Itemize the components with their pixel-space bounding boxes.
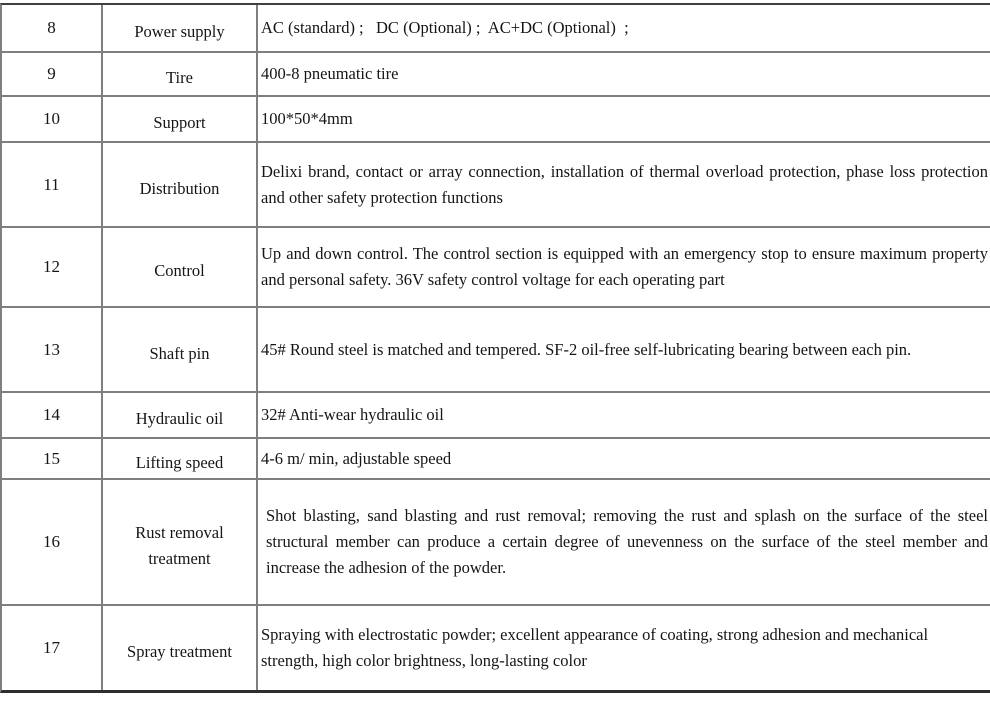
row-description bbox=[258, 97, 990, 141]
row-item-name-text: Spray treatment bbox=[127, 642, 232, 661]
row-item-name-text: Control bbox=[154, 261, 205, 280]
row-item-name-text: Support bbox=[153, 113, 206, 132]
row-item-name-text: Hydraulic oil bbox=[135, 409, 224, 428]
table-row bbox=[2, 5, 990, 51]
table-row bbox=[2, 391, 990, 437]
row-number-text: 8 bbox=[47, 18, 56, 37]
row-number-text: 15 bbox=[43, 448, 60, 468]
row-description bbox=[258, 53, 990, 95]
row-item-name-text: Shaft pin bbox=[149, 343, 210, 363]
table-row bbox=[2, 437, 990, 478]
row-item-name bbox=[103, 439, 258, 478]
row-item-name bbox=[103, 53, 258, 95]
row-number-text: 14 bbox=[43, 405, 60, 424]
table-row bbox=[2, 226, 990, 306]
row-number-text: 17 bbox=[43, 638, 60, 657]
row-description bbox=[258, 606, 990, 690]
row-number bbox=[2, 393, 103, 437]
row-item-name-text: Power supply bbox=[134, 22, 225, 41]
row-item-name-text: Rust removal treatment bbox=[135, 523, 224, 568]
row-description bbox=[258, 480, 990, 604]
row-description-text: Delixi brand, contact or array connection, installation of thermal overload protection, phase loss protection and other safety protection functions bbox=[261, 161, 988, 207]
row-item-name bbox=[103, 5, 258, 51]
row-number-text: 9 bbox=[47, 64, 56, 83]
row-description bbox=[258, 228, 990, 306]
row-description bbox=[258, 5, 990, 51]
row-description bbox=[258, 308, 990, 391]
table-row bbox=[2, 478, 990, 604]
row-description-text: Shot blasting, sand blasting and rust removal; removing the rust and splash on the surface of the steel structural member can produce a certain degree of unevenness on the surface of the steel member and increase the adhesion of the powder. bbox=[266, 506, 988, 577]
row-item-name bbox=[103, 97, 258, 141]
row-number-text: 10 bbox=[43, 109, 60, 128]
row-item-name-text: Distribution bbox=[139, 178, 220, 198]
row-item-name bbox=[103, 228, 258, 306]
row-number bbox=[2, 97, 103, 141]
row-number bbox=[2, 439, 103, 478]
row-number bbox=[2, 53, 103, 95]
row-description bbox=[258, 143, 990, 226]
row-description-text: 45# Round steel is matched and tempered. SF-2 oil-free self-lubricating bearing between each pin. bbox=[261, 339, 912, 359]
row-description-text: Spraying with electrostatic powder; excellent appearance of coating, strong adhesion and mechanical strength, high color brightness, long-lasting color bbox=[261, 625, 933, 670]
row-description-text: AC (standard) ; DC (Optional) ; AC+DC (Optional) ; bbox=[261, 18, 629, 37]
row-item-name bbox=[103, 606, 258, 690]
row-item-name bbox=[103, 480, 258, 604]
row-number-text: 13 bbox=[43, 339, 60, 359]
table-row bbox=[2, 51, 990, 95]
row-number bbox=[2, 143, 103, 226]
table-row bbox=[2, 306, 990, 391]
row-description-text: Up and down control. The control section is equipped with an emergency stop to ensure maximum property and personal safety. 36V safety control voltage for each operating part bbox=[261, 244, 988, 289]
row-description bbox=[258, 393, 990, 437]
row-description-text: 4-6 m/ min, adjustable speed bbox=[261, 448, 452, 468]
row-item-name bbox=[103, 393, 258, 437]
row-number bbox=[2, 5, 103, 51]
row-number-text: 16 bbox=[43, 532, 60, 551]
row-number bbox=[2, 308, 103, 391]
row-number-text: 11 bbox=[43, 174, 60, 194]
row-number bbox=[2, 480, 103, 604]
row-item-name bbox=[103, 143, 258, 226]
row-number-text: 12 bbox=[43, 257, 60, 276]
row-number bbox=[2, 606, 103, 690]
row-description bbox=[258, 439, 990, 478]
row-description-text: 32# Anti-wear hydraulic oil bbox=[261, 405, 444, 424]
table-row bbox=[2, 95, 990, 141]
row-item-name bbox=[103, 308, 258, 391]
spec-table bbox=[0, 3, 990, 693]
row-number bbox=[2, 228, 103, 306]
table-row bbox=[2, 141, 990, 226]
row-description-text: 100*50*4mm bbox=[261, 109, 353, 128]
row-item-name-text: Lifting speed bbox=[135, 452, 224, 472]
row-item-name-text: Tire bbox=[166, 68, 193, 87]
table-row bbox=[2, 604, 990, 690]
row-description-text: 400-8 pneumatic tire bbox=[261, 64, 399, 83]
